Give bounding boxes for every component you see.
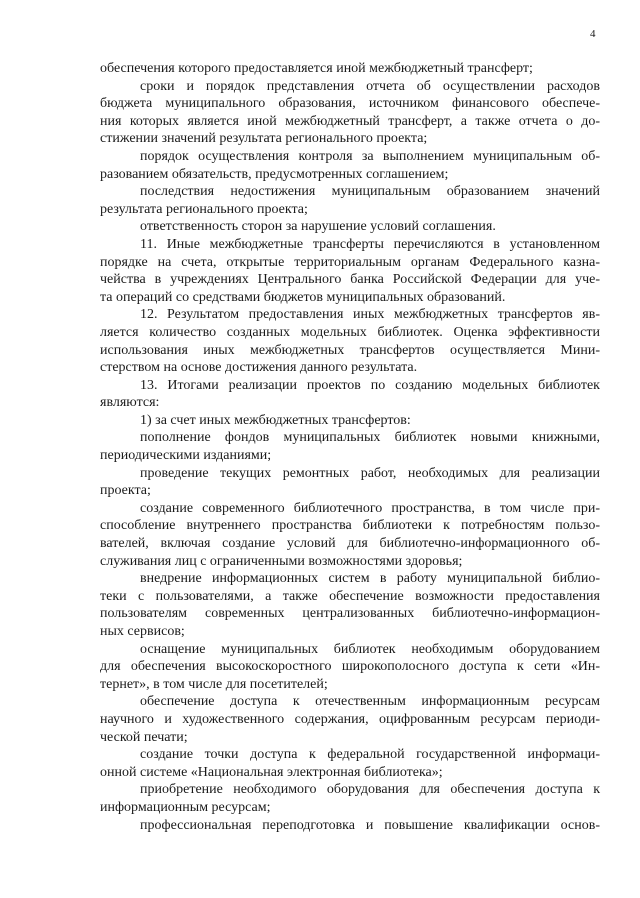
text-line: бюджета муниципального образования, источником финансового обеспече- bbox=[100, 96, 600, 112]
text-line: для обеспечения высокоскоростного широкополосного доступа к сети «Ин- bbox=[100, 659, 600, 675]
text-line: порядок осуществления контроля за выполнением муниципальным об- bbox=[140, 148, 600, 164]
text-line: информационным ресурсам; bbox=[100, 799, 271, 815]
text-line: 11. Иные межбюджетные трансферты перечисляются в установленном bbox=[140, 236, 600, 252]
text-line: онной системе «Национальная электронная библиотека»; bbox=[100, 764, 443, 780]
text-line: создание точки доступа к федеральной государственной информаци- bbox=[140, 747, 600, 763]
text-line: ляется количество созданных модельных библиотек. Оценка эффективности bbox=[100, 324, 600, 340]
text-line: пополнение фондов муниципальных библиотек новыми книжными, bbox=[140, 430, 600, 446]
text-line: последствия недостижения муниципальным образованием значений bbox=[140, 184, 600, 200]
document-body bbox=[100, 60, 600, 834]
text-line: приобретение необходимого оборудования для обеспечения доступа к bbox=[140, 782, 600, 798]
text-line: теки с пользователями, а также обеспечение возможности предоставления bbox=[100, 588, 600, 604]
text-line: тернет», в том числе для посетителей; bbox=[100, 676, 328, 692]
text-line: ческой печати; bbox=[100, 729, 188, 745]
text-line: результата регионального проекта; bbox=[100, 201, 308, 217]
text-line: разованием обязательств, предусмотренных соглашением; bbox=[100, 166, 449, 182]
text-line: стерством на основе достижения данного результата. bbox=[100, 360, 418, 376]
text-line: чейства в учреждениях Центрального банка Российской Федерации для уче- bbox=[100, 272, 600, 288]
text-line: ния которых является иной межбюджетный трансферт, а также отчета о до- bbox=[100, 113, 600, 129]
text-line: 1) за счет иных межбюджетных трансфертов: bbox=[140, 412, 411, 428]
text-line: ных сервисов; bbox=[100, 624, 185, 639]
text-line: обеспечение доступа к отечественным информационным ресурсам bbox=[140, 694, 600, 710]
text-line: 13. Итогами реализации проектов по созданию модельных библиотек bbox=[140, 377, 600, 393]
text-line: стижении значений результата регионального проекта; bbox=[100, 131, 428, 147]
text-line: внедрение информационных систем в работу муниципальной библио- bbox=[140, 571, 600, 587]
text-line: сроки и порядок представления отчета об осуществлении расходов bbox=[140, 78, 600, 94]
text-line: способление внутреннего пространства библиотеки к потребностям пользо- bbox=[100, 518, 600, 534]
text-line: оснащение муниципальных библиотек необходимым оборудованием bbox=[140, 641, 600, 657]
text-line: порядке на счета, открытые территориальным органам Федерального казна- bbox=[100, 254, 600, 270]
text-line: служивания лиц с ограниченными возможностями здоровья; bbox=[100, 553, 463, 569]
text-line: научного и художественного содержания, оцифрованным ресурсам периоди- bbox=[100, 711, 600, 727]
text-line: использования иных межбюджетных трансфертов осуществляется Мини- bbox=[100, 342, 600, 358]
text-line: обеспечения которого предоставляется иной межбюджетный трансферт; bbox=[100, 61, 533, 76]
text-line: являются: bbox=[100, 395, 160, 411]
text-line: 12. Результатом предоставления иных межбюджетных трансфертов яв- bbox=[140, 307, 600, 323]
text-line: профессиональная переподготовка и повышение квалификации основ- bbox=[140, 817, 600, 833]
text-line: проекта; bbox=[100, 483, 151, 499]
page-number: 4 bbox=[590, 28, 596, 40]
text-line: проведение текущих ремонтных работ, необходимых для реализации bbox=[140, 465, 600, 481]
text-line: периодическими изданиями; bbox=[100, 448, 272, 464]
text-line: ответственность сторон за нарушение условий соглашения. bbox=[140, 219, 496, 235]
text-line: та операций со средствами бюджетов муниципальных образований. bbox=[100, 289, 506, 305]
text-line: вателей, включая создание условий для библиотечно-информационного об- bbox=[100, 536, 600, 552]
text-line: создание современного библиотечного пространства, в том числе при- bbox=[140, 500, 600, 516]
text-line: пользователям современных централизованных библиотечно-информацион- bbox=[100, 606, 600, 622]
